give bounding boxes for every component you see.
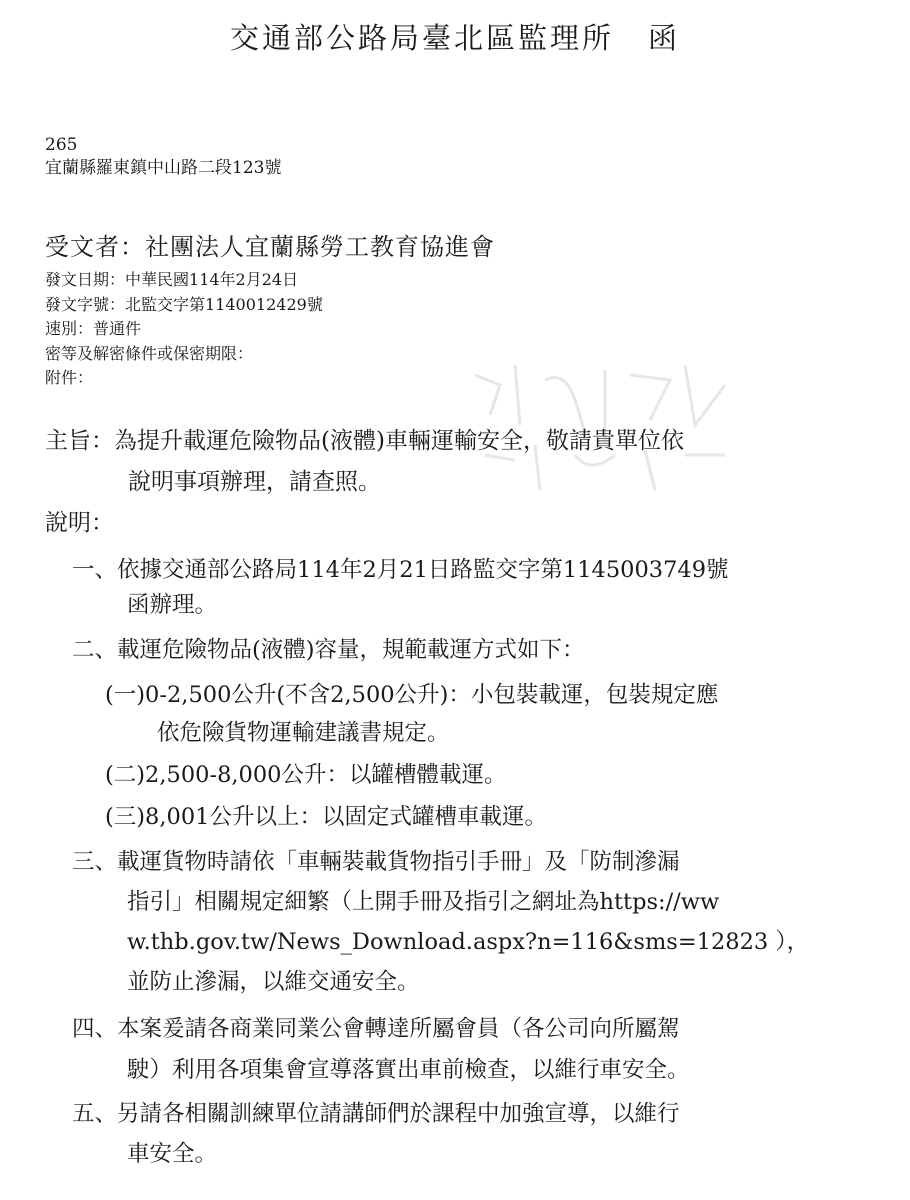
subject-text-1: 為提升載運危險物品(液體)車輛運輸安全，敬請貴單位依	[114, 428, 684, 454]
sender-address	[45, 134, 281, 180]
item-3-line-3: w.thb.gov.tw/News_Download.aspx?n=116&sms=12823 ），	[127, 929, 810, 955]
subject-label: 主旨：	[45, 428, 114, 454]
item-4-line-2: 駛）利用各項集會宣導落實出車前檢查，以維行車安全。	[127, 1057, 690, 1083]
item-5-line-2: 車安全。	[127, 1141, 218, 1167]
meta-label: 速別：	[45, 319, 94, 338]
meta-value: 北監交字第1140012429號	[125, 294, 323, 314]
document-meta	[45, 268, 323, 391]
item-1-line-2: 函辦理。	[127, 592, 218, 618]
meta-value: 中華民國114年2月24日	[125, 270, 299, 289]
sub-item-1-line-1: (一)0-2,500公升(不含2,500公升)：小包裝載運，包裝規定應	[105, 682, 719, 708]
meta-classification	[45, 342, 323, 367]
item-5-line-1: 五、另請各相關訓練單位請講師們於課程中加強宣導，以維行	[72, 1101, 680, 1127]
meta-label: 發文字號：	[45, 294, 126, 314]
meta-date	[45, 268, 323, 293]
subject-text-2: 說明事項辦理，請查照。	[128, 469, 381, 495]
postal-code: 265	[45, 135, 78, 155]
recipient-name: 社團法人宜蘭縣勞工教育協進會	[145, 233, 495, 261]
explanation-label: 說明：	[45, 510, 114, 536]
sub-item-3: (三)8,001公升以上：以固定式罐槽車載運。	[105, 804, 547, 830]
document-kind: 函	[648, 21, 681, 55]
street-address: 宜蘭縣羅東鎮中山路二段123號	[45, 158, 282, 178]
sub-item-2: (二)2,500-8,000公升：以罐槽體載運。	[105, 762, 507, 788]
issuing-org: 交通部公路局臺北區監理所	[229, 21, 614, 55]
meta-value: 普通件	[93, 319, 142, 338]
meta-doc-number	[45, 293, 323, 318]
item-3-line-1: 三、載運貨物時請依「車輛裝載貨物指引手冊」及「防制滲漏	[72, 849, 680, 875]
recipient-line	[45, 231, 495, 263]
item-1-line-1: 一、依據交通部公路局114年2月21日路監交字第1145003749號	[72, 557, 729, 583]
meta-label: 附件：	[45, 368, 94, 387]
meta-label: 密等及解密條件或保密期限：	[45, 343, 254, 363]
subject-line	[45, 421, 865, 462]
meta-attachment	[45, 366, 323, 391]
subject-section	[45, 421, 865, 503]
meta-label: 發文日期：	[45, 270, 126, 289]
item-2-line-1: 二、載運危險物品(液體)容量，規範載運方式如下：	[72, 637, 585, 663]
sub-item-1-line-2: 依危險貨物運輸建議書規定。	[157, 720, 450, 746]
document-title	[0, 18, 910, 58]
item-4-line-1: 四、本案爰請各商業同業公會轉達所屬會員（各公司向所屬駕	[72, 1016, 680, 1042]
meta-speed	[45, 317, 323, 342]
item-3-line-2: 指引」相關規定細繁（上開手冊及指引之網址為https://ww	[127, 889, 720, 915]
recipient-label: 受文者：	[45, 233, 145, 261]
item-3-line-4: 並防止滲漏，以維交通安全。	[127, 969, 420, 995]
